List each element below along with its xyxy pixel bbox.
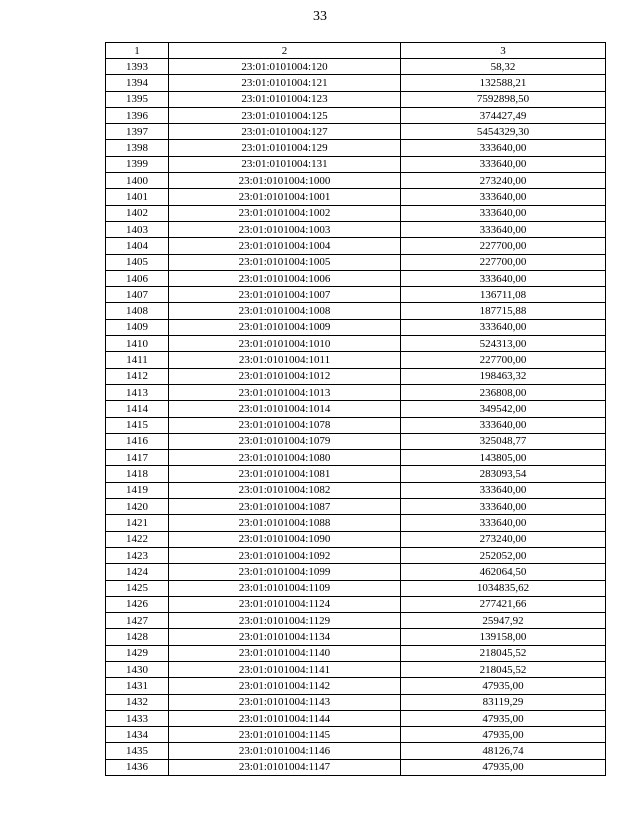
row-number-cell: 1434 xyxy=(106,727,169,743)
cadastral-number-cell: 23:01:0101004:1000 xyxy=(169,173,401,189)
table-row xyxy=(106,678,606,694)
table-row xyxy=(106,173,606,189)
cadastral-number-cell: 23:01:0101004:1146 xyxy=(169,743,401,759)
value-cell: 333640,00 xyxy=(401,221,606,237)
row-number-cell: 1399 xyxy=(106,156,169,172)
cadastral-number-cell: 23:01:0101004:1002 xyxy=(169,205,401,221)
cadastral-number-cell: 23:01:0101004:1081 xyxy=(169,466,401,482)
value-cell: 227700,00 xyxy=(401,238,606,254)
cadastral-number-cell: 23:01:0101004:1134 xyxy=(169,629,401,645)
table-row xyxy=(106,743,606,759)
cadastral-number-cell: 23:01:0101004:1078 xyxy=(169,417,401,433)
table-row xyxy=(106,189,606,205)
value-cell: 139158,00 xyxy=(401,629,606,645)
cadastral-number-cell: 23:01:0101004:1141 xyxy=(169,661,401,677)
value-cell: 374427,49 xyxy=(401,107,606,123)
table-row xyxy=(106,156,606,172)
table-row xyxy=(106,482,606,498)
value-cell: 333640,00 xyxy=(401,417,606,433)
row-number-cell: 1404 xyxy=(106,238,169,254)
cadastral-number-cell: 23:01:0101004:125 xyxy=(169,107,401,123)
table-row xyxy=(106,629,606,645)
cadastral-number-cell: 23:01:0101004:1003 xyxy=(169,221,401,237)
cadastral-number-cell: 23:01:0101004:1007 xyxy=(169,287,401,303)
value-cell: 333640,00 xyxy=(401,189,606,205)
table-row xyxy=(106,433,606,449)
row-number-cell: 1427 xyxy=(106,613,169,629)
row-number-cell: 1412 xyxy=(106,368,169,384)
table-row xyxy=(106,531,606,547)
cadastral-number-cell: 23:01:0101004:1013 xyxy=(169,384,401,400)
cadastral-number-cell: 23:01:0101004:129 xyxy=(169,140,401,156)
value-cell: 136711,08 xyxy=(401,287,606,303)
value-cell: 47935,00 xyxy=(401,678,606,694)
value-cell: 187715,88 xyxy=(401,303,606,319)
table-row xyxy=(106,91,606,107)
row-number-cell: 1400 xyxy=(106,173,169,189)
row-number-cell: 1409 xyxy=(106,319,169,335)
column-header-3: 3 xyxy=(401,43,606,59)
row-number-cell: 1431 xyxy=(106,678,169,694)
table-row xyxy=(106,466,606,482)
table-row xyxy=(106,270,606,286)
cadastral-number-cell: 23:01:0101004:1143 xyxy=(169,694,401,710)
value-cell: 58,32 xyxy=(401,59,606,75)
value-cell: 48126,74 xyxy=(401,743,606,759)
value-cell: 333640,00 xyxy=(401,319,606,335)
row-number-cell: 1407 xyxy=(106,287,169,303)
cadastral-number-cell: 23:01:0101004:120 xyxy=(169,59,401,75)
table-row xyxy=(106,205,606,221)
row-number-cell: 1430 xyxy=(106,661,169,677)
value-cell: 273240,00 xyxy=(401,173,606,189)
row-number-cell: 1398 xyxy=(106,140,169,156)
table-row xyxy=(106,417,606,433)
table-row xyxy=(106,401,606,417)
row-number-cell: 1417 xyxy=(106,450,169,466)
value-cell: 277421,66 xyxy=(401,596,606,612)
cadastral-number-cell: 23:01:0101004:131 xyxy=(169,156,401,172)
table-row xyxy=(106,287,606,303)
value-cell: 524313,00 xyxy=(401,336,606,352)
value-cell: 333640,00 xyxy=(401,515,606,531)
row-number-cell: 1403 xyxy=(106,221,169,237)
value-cell: 25947,92 xyxy=(401,613,606,629)
table-row xyxy=(106,368,606,384)
table-row xyxy=(106,238,606,254)
cadastral-number-cell: 23:01:0101004:1009 xyxy=(169,319,401,335)
data-table xyxy=(105,42,606,776)
value-cell: 7592898,50 xyxy=(401,91,606,107)
table-row xyxy=(106,596,606,612)
row-number-cell: 1420 xyxy=(106,499,169,515)
row-number-cell: 1424 xyxy=(106,564,169,580)
value-cell: 283093,54 xyxy=(401,466,606,482)
table-row xyxy=(106,759,606,775)
page-number: 33 xyxy=(313,9,327,24)
value-cell: 1034835,62 xyxy=(401,580,606,596)
value-cell: 325048,77 xyxy=(401,433,606,449)
row-number-cell: 1421 xyxy=(106,515,169,531)
value-cell: 218045,52 xyxy=(401,645,606,661)
table-row xyxy=(106,336,606,352)
cadastral-number-cell: 23:01:0101004:1109 xyxy=(169,580,401,596)
row-number-cell: 1429 xyxy=(106,645,169,661)
value-cell: 47935,00 xyxy=(401,710,606,726)
cadastral-number-cell: 23:01:0101004:1082 xyxy=(169,482,401,498)
cadastral-number-cell: 23:01:0101004:1147 xyxy=(169,759,401,775)
cadastral-number-cell: 23:01:0101004:1004 xyxy=(169,238,401,254)
table-row xyxy=(106,515,606,531)
cadastral-number-cell: 23:01:0101004:1142 xyxy=(169,678,401,694)
value-cell: 227700,00 xyxy=(401,254,606,270)
row-number-cell: 1426 xyxy=(106,596,169,612)
table-row xyxy=(106,59,606,75)
cadastral-number-cell: 23:01:0101004:1010 xyxy=(169,336,401,352)
value-cell: 132588,21 xyxy=(401,75,606,91)
value-cell: 5454329,30 xyxy=(401,124,606,140)
value-cell: 218045,52 xyxy=(401,661,606,677)
value-cell: 252052,00 xyxy=(401,547,606,563)
row-number-cell: 1423 xyxy=(106,547,169,563)
row-number-cell: 1433 xyxy=(106,710,169,726)
row-number-cell: 1413 xyxy=(106,384,169,400)
table-row xyxy=(106,710,606,726)
cadastral-number-cell: 23:01:0101004:1099 xyxy=(169,564,401,580)
cadastral-number-cell: 23:01:0101004:1080 xyxy=(169,450,401,466)
column-header-1: 1 xyxy=(106,43,169,59)
table-header xyxy=(106,43,606,59)
cadastral-number-cell: 23:01:0101004:127 xyxy=(169,124,401,140)
table-row xyxy=(106,694,606,710)
cadastral-number-cell: 23:01:0101004:1006 xyxy=(169,270,401,286)
value-cell: 333640,00 xyxy=(401,140,606,156)
row-number-cell: 1435 xyxy=(106,743,169,759)
row-number-cell: 1401 xyxy=(106,189,169,205)
table-row xyxy=(106,499,606,515)
row-number-cell: 1410 xyxy=(106,336,169,352)
row-number-cell: 1422 xyxy=(106,531,169,547)
table-row xyxy=(106,221,606,237)
cadastral-number-cell: 23:01:0101004:1124 xyxy=(169,596,401,612)
cadastral-number-cell: 23:01:0101004:1001 xyxy=(169,189,401,205)
row-number-cell: 1414 xyxy=(106,401,169,417)
cadastral-number-cell: 23:01:0101004:1014 xyxy=(169,401,401,417)
table-row xyxy=(106,140,606,156)
cadastral-number-cell: 23:01:0101004:1090 xyxy=(169,531,401,547)
row-number-cell: 1416 xyxy=(106,433,169,449)
value-cell: 143805,00 xyxy=(401,450,606,466)
value-cell: 333640,00 xyxy=(401,499,606,515)
cadastral-number-cell: 23:01:0101004:1140 xyxy=(169,645,401,661)
table-row xyxy=(106,303,606,319)
cadastral-number-cell: 23:01:0101004:121 xyxy=(169,75,401,91)
table-row xyxy=(106,75,606,91)
table-row xyxy=(106,661,606,677)
row-number-cell: 1428 xyxy=(106,629,169,645)
value-cell: 462064,50 xyxy=(401,564,606,580)
row-number-cell: 1436 xyxy=(106,759,169,775)
row-number-cell: 1418 xyxy=(106,466,169,482)
row-number-cell: 1405 xyxy=(106,254,169,270)
row-number-cell: 1415 xyxy=(106,417,169,433)
table-row xyxy=(106,580,606,596)
table-row xyxy=(106,613,606,629)
table-row xyxy=(106,384,606,400)
table-row xyxy=(106,547,606,563)
row-number-cell: 1395 xyxy=(106,91,169,107)
value-cell: 349542,00 xyxy=(401,401,606,417)
cadastral-number-cell: 23:01:0101004:1008 xyxy=(169,303,401,319)
value-cell: 47935,00 xyxy=(401,727,606,743)
value-cell: 333640,00 xyxy=(401,482,606,498)
value-cell: 333640,00 xyxy=(401,156,606,172)
value-cell: 236808,00 xyxy=(401,384,606,400)
table-row xyxy=(106,319,606,335)
value-cell: 227700,00 xyxy=(401,352,606,368)
table-row xyxy=(106,645,606,661)
column-header-2: 2 xyxy=(169,43,401,59)
row-number-cell: 1432 xyxy=(106,694,169,710)
value-cell: 333640,00 xyxy=(401,270,606,286)
table-row xyxy=(106,124,606,140)
row-number-cell: 1402 xyxy=(106,205,169,221)
row-number-cell: 1425 xyxy=(106,580,169,596)
cadastral-number-cell: 23:01:0101004:1011 xyxy=(169,352,401,368)
cadastral-number-cell: 23:01:0101004:1087 xyxy=(169,499,401,515)
value-cell: 83119,29 xyxy=(401,694,606,710)
value-cell: 273240,00 xyxy=(401,531,606,547)
row-number-cell: 1393 xyxy=(106,59,169,75)
cadastral-number-cell: 23:01:0101004:1145 xyxy=(169,727,401,743)
table-row xyxy=(106,254,606,270)
table-body xyxy=(106,59,606,776)
table-row xyxy=(106,727,606,743)
value-cell: 198463,32 xyxy=(401,368,606,384)
row-number-cell: 1397 xyxy=(106,124,169,140)
row-number-cell: 1394 xyxy=(106,75,169,91)
cadastral-number-cell: 23:01:0101004:1005 xyxy=(169,254,401,270)
cadastral-number-cell: 23:01:0101004:1129 xyxy=(169,613,401,629)
cadastral-number-cell: 23:01:0101004:1012 xyxy=(169,368,401,384)
value-cell: 47935,00 xyxy=(401,759,606,775)
row-number-cell: 1396 xyxy=(106,107,169,123)
cadastral-number-cell: 23:01:0101004:1092 xyxy=(169,547,401,563)
cadastral-number-cell: 23:01:0101004:123 xyxy=(169,91,401,107)
row-number-cell: 1406 xyxy=(106,270,169,286)
cadastral-number-cell: 23:01:0101004:1144 xyxy=(169,710,401,726)
table-row xyxy=(106,564,606,580)
cadastral-number-cell: 23:01:0101004:1088 xyxy=(169,515,401,531)
value-cell: 333640,00 xyxy=(401,205,606,221)
row-number-cell: 1411 xyxy=(106,352,169,368)
table-row xyxy=(106,107,606,123)
cadastral-number-cell: 23:01:0101004:1079 xyxy=(169,433,401,449)
table-row xyxy=(106,352,606,368)
table-row xyxy=(106,450,606,466)
row-number-cell: 1408 xyxy=(106,303,169,319)
row-number-cell: 1419 xyxy=(106,482,169,498)
header-row xyxy=(106,43,606,59)
